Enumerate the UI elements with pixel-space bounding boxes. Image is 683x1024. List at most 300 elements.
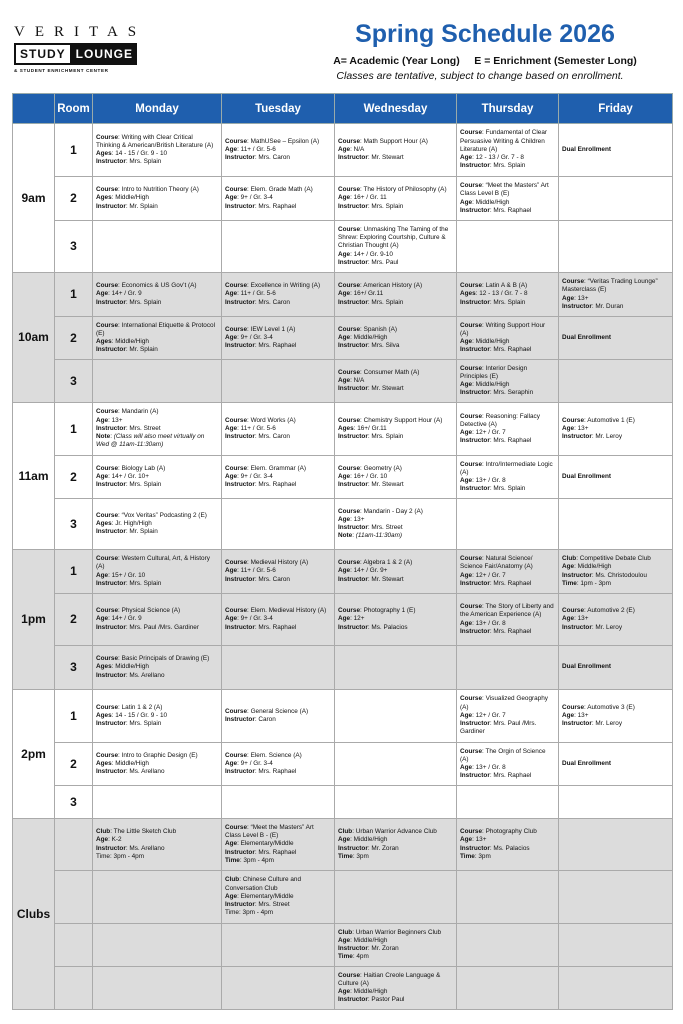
class-cell: [222, 786, 335, 819]
room-number: 3: [55, 221, 93, 273]
class-detail: Dual Enrollment: [562, 472, 612, 480]
class-detail: Course: Math Support Hour (A): [338, 137, 428, 145]
class-detail: Course: Fundamental of Clear Persuasive Writing & Children Literature (A): [460, 129, 548, 153]
class-detail: Age: 13+: [338, 515, 365, 523]
class-cell: [559, 317, 673, 360]
class-cell: [457, 871, 559, 924]
class-detail: Age: 16+ / Gr. 10: [338, 472, 388, 480]
class-detail: Course: Chemistry Support Hour (A): [338, 416, 443, 424]
column-header: Thursday: [457, 94, 559, 124]
class-detail: Course: Western Cultural, Art, & History (A): [96, 555, 210, 571]
class-cell: [457, 743, 559, 786]
class-detail: Course: Photography Club: [460, 828, 537, 836]
class-detail: Course: The History of Philosophy (A): [338, 186, 447, 194]
class-detail: Instructor: Mrs. Raphael: [225, 848, 297, 856]
class-detail: Dual Enrollment: [562, 333, 612, 341]
class-cell: [93, 499, 222, 550]
class-detail: Instructor: Mr. Splain: [96, 346, 158, 354]
class-detail: Time: 1pm - 3pm: [562, 579, 611, 587]
class-detail: Course: Intro to Graphic Design (E): [96, 751, 198, 759]
class-detail: Instructor: Mr. Stewart: [338, 385, 404, 393]
room-number: [55, 967, 93, 1010]
class-detail: Instructor: Mrs. Raphael: [225, 623, 297, 631]
class-cell: [559, 273, 673, 317]
class-detail: Age: K-2: [96, 836, 122, 844]
class-detail: Course: Geometry (A): [338, 464, 402, 472]
class-detail: Course: Word Works (A): [225, 416, 296, 424]
class-detail: Ages: Middle/High: [96, 663, 149, 671]
class-detail: Instructor: Mrs. Splain: [96, 298, 162, 306]
class-detail: Age: 16+/ Gr.11: [338, 290, 384, 298]
class-cell: [335, 967, 457, 1010]
class-cell: [559, 403, 673, 456]
schedule-row: [13, 871, 673, 924]
column-header: Friday: [559, 94, 673, 124]
class-cell: [93, 690, 222, 743]
class-detail: Age: Middle/High: [460, 338, 510, 345]
class-detail: Age: Middle/High: [460, 198, 510, 206]
schedule-row: [13, 456, 673, 499]
class-cell: [222, 924, 335, 967]
class-cell: [559, 871, 673, 924]
class-cell: [335, 317, 457, 360]
class-cell: [559, 690, 673, 743]
class-detail: Age: Middle/High: [338, 836, 388, 844]
class-detail: Instructor: Mrs. Raphael: [225, 342, 297, 350]
room-number: 2: [55, 177, 93, 221]
class-detail: Course: Basic Principals of Drawing (E): [96, 655, 210, 663]
class-cell: [222, 743, 335, 786]
class-detail: Instructor: Mrs. Paul: [338, 258, 399, 266]
class-cell: [335, 786, 457, 819]
class-cell: [457, 499, 559, 550]
class-detail: Course: International Etiquette & Protocol (E): [96, 321, 216, 337]
class-detail: Instructor: Mrs. Splain: [96, 481, 162, 489]
class-cell: [93, 273, 222, 317]
class-detail: Age: 14+ / Gr. 10+: [96, 472, 149, 480]
class-detail: Instructor: Ms. Arellano: [96, 768, 165, 776]
class-detail: Instructor: Ms. Arellano: [96, 671, 165, 679]
class-detail: Instructor: Mrs. Splain: [338, 298, 404, 306]
class-cell: [222, 221, 335, 273]
class-detail: Age: Middle/High: [338, 936, 388, 944]
schedule-row: [13, 967, 673, 1010]
class-cell: [457, 317, 559, 360]
class-detail: Instructor: Mrs. Caron: [225, 298, 290, 306]
class-detail: Age: Middle/High: [338, 333, 388, 341]
class-detail: Instructor: Mrs. Street: [225, 901, 290, 909]
class-cell: [559, 221, 673, 273]
class-detail: Course: “Meet the Masters” Art Class Level B (E): [460, 182, 549, 198]
class-detail: Instructor: Mrs. Raphael: [460, 627, 532, 635]
class-cell: [335, 360, 457, 403]
class-detail: Age: 9+ / Gr. 3-4: [225, 759, 273, 767]
class-detail: Course: Unmasking The Taming of the Shrew: Exploring Courtship, Culture & Christian Thought (A): [338, 225, 449, 250]
class-cell: [559, 819, 673, 871]
class-detail: Club: The Little Sketch Club: [96, 828, 177, 836]
class-cell: [93, 871, 222, 924]
class-detail: Course: Mandarin (A): [96, 408, 159, 416]
class-cell: [93, 317, 222, 360]
class-detail: Age: 14+ / Gr. 9-10: [338, 250, 393, 258]
class-detail: Instructor: Mrs. Splain: [96, 579, 162, 587]
class-cell: [457, 550, 559, 594]
class-cell: [559, 594, 673, 646]
class-cell: [93, 360, 222, 403]
class-cell: [457, 924, 559, 967]
class-detail: Time: 3pm: [338, 852, 369, 860]
class-detail: Course: Writing with Clear Critical Thinking & American/British Literature (A): [96, 133, 214, 149]
class-detail: Course: Medieval History (A): [225, 559, 309, 567]
class-cell: [457, 646, 559, 690]
time-slot-label: 2pm: [13, 690, 55, 819]
class-detail: Instructor: Mrs. Raphael: [460, 437, 532, 445]
class-cell: [222, 403, 335, 456]
class-cell: [222, 177, 335, 221]
class-detail: Age: 9+ / Gr. 3-4: [225, 194, 273, 202]
class-cell: [335, 177, 457, 221]
class-detail: Course: Economics & US Gov’t (A): [96, 282, 197, 290]
schedule-row: [13, 550, 673, 594]
page-title: Spring Schedule 2026: [355, 20, 615, 48]
class-detail: Instructor: Mrs. Paul /Mrs. Gardiner: [460, 720, 537, 736]
class-detail: Course: Interior Design Principles (E): [460, 364, 528, 380]
class-detail: Instructor: Mrs. Splain: [96, 158, 162, 166]
class-detail: Course: Elem. Science (A): [225, 751, 302, 759]
class-cell: [457, 124, 559, 177]
class-detail: Course: “Vox Veritas” Podcasting 2 (E): [96, 511, 207, 519]
class-cell: [93, 786, 222, 819]
class-detail: Age: 13+: [460, 836, 487, 844]
schedule-row: [13, 124, 673, 177]
room-number: 2: [55, 456, 93, 499]
class-detail: Instructor: Mrs. Raphael: [460, 346, 532, 354]
class-cell: [93, 743, 222, 786]
class-detail: Instructor: Mrs. Seraphin: [460, 389, 534, 397]
class-cell: [93, 924, 222, 967]
column-header: Tuesday: [222, 94, 335, 124]
class-detail: Dual Enrollment: [562, 759, 612, 767]
class-cell: [559, 499, 673, 550]
class-detail: Age: 13+: [562, 711, 589, 719]
class-cell: [457, 967, 559, 1010]
class-detail: Course: Automotive 3 (E): [562, 703, 635, 711]
class-detail: Dual Enrollment: [562, 663, 612, 671]
class-detail: Age: 9+ / Gr. 3-4: [225, 615, 273, 623]
class-detail: Age: Middle/High: [338, 988, 388, 995]
class-detail: Instructor: Mrs. Caron: [225, 433, 290, 441]
class-detail: Course: General Science (A): [225, 707, 309, 715]
class-detail: Instructor: Pastor Paul: [338, 996, 405, 1004]
class-detail: Course: Automotive 2 (E): [562, 607, 635, 615]
class-detail: Time: 3pm - 4pm: [225, 909, 274, 917]
class-cell: [335, 456, 457, 499]
class-detail: Instructor: Mrs. Raphael: [225, 768, 297, 776]
class-detail: Instructor: Mrs. Splain: [338, 433, 404, 441]
class-detail: Ages: Middle/High: [96, 759, 149, 767]
class-detail: Ages: 12 - 13 / Gr. 7 - 8: [460, 290, 528, 298]
class-detail: Club: Chinese Culture and Conversation Club: [225, 876, 302, 892]
class-detail: Age: N/A: [338, 376, 365, 384]
class-detail: Instructor: Ms. Christodoulou: [562, 571, 647, 579]
class-cell: [457, 594, 559, 646]
time-slot-label: 9am: [13, 124, 55, 273]
class-detail: Instructor: Mrs. Splain: [96, 720, 162, 728]
class-detail: Course: Automotive 1 (E): [562, 416, 635, 424]
class-cell: [559, 360, 673, 403]
room-number: [55, 819, 93, 871]
class-cell: [335, 273, 457, 317]
schedule-body: [13, 124, 673, 1010]
class-detail: Instructor: Mr. Leroy: [562, 433, 623, 441]
class-detail: Course: Elem. Grammar (A): [225, 464, 306, 472]
class-detail: Instructor: Mr. Leroy: [562, 623, 623, 631]
class-cell: [559, 967, 673, 1010]
class-detail: Age: 9+ / Gr. 3-4: [225, 333, 273, 341]
class-detail: Course: Writing Support Hour (A): [460, 321, 546, 337]
logo-study: STUDY: [14, 43, 72, 65]
class-cell: [559, 124, 673, 177]
class-detail: Instructor: Mrs. Raphael: [460, 772, 532, 780]
header-row: [13, 94, 673, 124]
schedule-row: [13, 594, 673, 646]
class-cell: [222, 819, 335, 871]
class-detail: Course: Intro to Nutrition Theory (A): [96, 186, 199, 194]
schedule-table: [12, 93, 673, 1010]
room-number: 1: [55, 403, 93, 456]
class-detail: Age: 13+ / Gr. 8: [460, 619, 506, 627]
class-detail: Time: 3pm: [460, 852, 491, 860]
class-detail: Course: Natural Science/ Science Fair/Anatomy (A): [460, 555, 533, 571]
class-cell: [335, 221, 457, 273]
class-detail: Course: The Story of Liberty and the American Experience (A): [460, 603, 554, 619]
class-detail: Course: Consumer Math (A): [338, 368, 420, 376]
class-detail: Course: American History (A): [338, 282, 423, 290]
schedule-row: [13, 690, 673, 743]
class-detail: Ages: Middle/High: [96, 194, 149, 202]
class-cell: [559, 743, 673, 786]
schedule-row: [13, 221, 673, 273]
class-cell: [559, 646, 673, 690]
room-number: 1: [55, 124, 93, 177]
class-detail: Ages: Middle/High: [96, 338, 149, 345]
class-detail: Age: Middle/High: [460, 381, 510, 388]
class-detail: Age: 13+: [562, 615, 589, 623]
logo: [14, 24, 149, 73]
class-detail: Age: 16+ / Gr. 11: [338, 194, 387, 202]
class-detail: Course: IEW Level 1 (A): [225, 325, 296, 333]
class-detail: Age: 12+ / Gr. 7: [460, 429, 506, 436]
class-cell: [222, 690, 335, 743]
class-detail: Course: Latin 1 & 2 (A): [96, 703, 163, 711]
schedule-row: [13, 403, 673, 456]
room-number: 2: [55, 743, 93, 786]
class-detail: Age: 12+ / Gr. 7: [460, 711, 506, 719]
class-detail: Club: Competitive Debate Club: [562, 555, 651, 563]
class-cell: [93, 456, 222, 499]
class-cell: [457, 690, 559, 743]
class-cell: [457, 403, 559, 456]
class-detail: Instructor: Caron: [225, 716, 276, 723]
class-detail: Ages: 14 - 15 / Gr. 9 - 10: [96, 711, 168, 719]
class-detail: Ages: Jr. High/High: [96, 519, 152, 527]
class-detail: Instructor: Mr. Splain: [96, 202, 158, 210]
class-detail: Instructor: Mr. Splain: [96, 528, 158, 536]
class-cell: [222, 273, 335, 317]
class-detail: Age: N/A: [338, 145, 365, 153]
class-cell: [222, 646, 335, 690]
class-cell: [335, 690, 457, 743]
class-detail: Course: Intro/Intermediate Logic (A): [460, 460, 553, 476]
class-detail: Instructor: Mrs. Raphael: [460, 579, 532, 587]
room-number: 3: [55, 646, 93, 690]
time-slot-label: Clubs: [13, 819, 55, 1010]
class-detail: Course: Visualized Geography (A): [460, 695, 548, 711]
class-detail: Instructor: Mrs. Street: [338, 524, 403, 531]
schedule-row: [13, 177, 673, 221]
class-cell: [457, 786, 559, 819]
logo-box: [14, 43, 149, 65]
class-detail: Instructor: Mrs. Caron: [225, 575, 290, 583]
class-cell: [335, 594, 457, 646]
class-cell: [93, 177, 222, 221]
room-number: 1: [55, 690, 93, 743]
class-detail: Age: 14+ / Gr. 9+: [338, 567, 388, 575]
class-cell: [93, 819, 222, 871]
class-detail: Course: Reasoning: Fallacy Detective (A): [460, 412, 540, 428]
class-detail: Instructor: Mr. Stewart: [338, 575, 404, 583]
class-cell: [93, 594, 222, 646]
class-detail: Age: 15+ / Gr. 10: [96, 571, 146, 579]
class-cell: [335, 646, 457, 690]
room-number: 2: [55, 594, 93, 646]
class-cell: [93, 967, 222, 1010]
class-detail: Instructor: Mr. Zoran: [338, 844, 399, 852]
class-detail: Instructor: Mrs. Raphael: [225, 202, 297, 210]
class-detail: Instructor: Mrs. Splain: [460, 298, 526, 306]
class-detail: Instructor: Mr. Zoran: [338, 945, 399, 952]
room-number: 1: [55, 550, 93, 594]
legend: A= Academic (Year Long) E = Enrichment (Semester Long): [333, 55, 637, 67]
class-cell: [222, 499, 335, 550]
schedule-row: [13, 819, 673, 871]
class-cell: [559, 177, 673, 221]
class-detail: Instructor: Ms. Palacios: [460, 844, 530, 852]
class-cell: [335, 550, 457, 594]
class-detail: Age: 11+ / Gr. 5-6: [225, 145, 276, 153]
class-detail: Time: 3pm - 4pm: [225, 856, 274, 864]
class-cell: [457, 819, 559, 871]
column-header: Room: [55, 94, 93, 124]
class-detail: Instructor: Mrs. Paul /Mrs. Gardiner: [96, 623, 199, 631]
class-cell: [335, 124, 457, 177]
class-detail: Course: The Orgin of Science (A): [460, 747, 546, 763]
class-cell: [222, 124, 335, 177]
schedule-row: [13, 317, 673, 360]
class-detail: Instructor: Mrs. Street: [96, 424, 161, 432]
class-cell: [457, 456, 559, 499]
class-cell: [222, 360, 335, 403]
class-detail: Age: 9+ / Gr. 3-4: [225, 472, 273, 480]
class-cell: [559, 456, 673, 499]
class-detail: Ages: 16+/ Gr.11: [338, 424, 387, 432]
room-number: 2: [55, 317, 93, 360]
class-detail: Course: Latin A & B (A): [460, 282, 528, 290]
class-detail: Time: 4pm: [338, 953, 369, 961]
class-cell: [222, 594, 335, 646]
logo-veritas: VERITAS: [14, 24, 147, 40]
class-cell: [457, 273, 559, 317]
time-slot-label: 11am: [13, 403, 55, 550]
class-detail: Instructor: Mrs. Splain: [460, 485, 526, 493]
logo-subtitle: & STUDENT ENRICHMENT CENTER: [14, 68, 109, 73]
class-detail: Age: 12+: [338, 615, 365, 623]
class-detail: Age: 13+: [562, 294, 589, 302]
class-cell: [93, 221, 222, 273]
class-detail: Age: 11+ / Gr. 5-6: [225, 290, 276, 298]
room-number: [55, 871, 93, 924]
schedule-row: [13, 360, 673, 403]
class-detail: Age: 12+ / Gr. 7: [460, 571, 506, 579]
class-cell: [559, 924, 673, 967]
class-detail: Instructor: Mr. Stewart: [338, 481, 404, 489]
class-cell: [457, 360, 559, 403]
class-detail: Course: Mandarin - Day 2 (A): [338, 507, 423, 515]
class-detail: Instructor: Mr. Stewart: [338, 154, 404, 162]
class-detail: Instructor: Ms. Palacios: [338, 623, 408, 631]
class-detail: Course: Elem. Grade Math (A): [225, 186, 313, 194]
class-detail: Age: Middle/High: [562, 563, 612, 571]
class-detail: Age: Elementary/Middle: [225, 840, 294, 848]
class-detail: Instructor: Mrs. Raphael: [225, 481, 297, 489]
class-detail: Age: 13+ / Gr. 8: [460, 477, 506, 484]
class-detail: Instructor: Mrs. Raphael: [460, 206, 532, 214]
class-detail: Age: 11+ / Gr. 5-6: [225, 424, 276, 432]
class-cell: [335, 403, 457, 456]
class-cell: [93, 646, 222, 690]
class-detail: Instructor: Mrs. Splain: [338, 202, 404, 210]
class-cell: [335, 871, 457, 924]
class-detail: Instructor: Ms. Arellano: [96, 844, 165, 852]
time-slot-label: 1pm: [13, 550, 55, 690]
class-cell: [457, 221, 559, 273]
class-cell: [222, 550, 335, 594]
class-detail: Course: MathUSee – Epsilon (A): [225, 137, 320, 145]
class-detail: Club: Urban Warrior Advance Club: [338, 828, 437, 836]
schedule-row: [13, 499, 673, 550]
class-detail: Course: Photography 1 (E): [338, 607, 416, 615]
class-detail: Ages: 14 - 15 / Gr. 9 - 10: [96, 150, 168, 157]
column-header: Wednesday: [335, 94, 457, 124]
class-detail: Dual Enrollment: [562, 145, 612, 153]
class-detail: Club: Urban Warrior Beginners Club: [338, 928, 442, 936]
class-detail: Age: 14+ / Gr. 9: [96, 615, 142, 623]
class-detail: Course: Haitian Creole Language & Culture (A): [338, 971, 441, 987]
class-detail: Course: Spanish (A): [338, 325, 397, 333]
class-cell: [222, 317, 335, 360]
room-number: 3: [55, 360, 93, 403]
class-detail: Age: 13+: [562, 424, 589, 432]
room-number: 1: [55, 273, 93, 317]
class-detail: Course: Physical Science (A): [96, 607, 181, 615]
schedule-row: [13, 743, 673, 786]
class-cell: [457, 177, 559, 221]
class-detail: Age: 11+ / Gr. 5-6: [225, 567, 276, 575]
class-detail: Note: (Class will also meet virtually on Wed @ 11am-11:30am): [96, 433, 205, 449]
class-cell: [93, 550, 222, 594]
class-detail: Course: “Meet the Masters” Art Class Level B - (E): [225, 823, 314, 840]
class-detail: Time: 3pm - 4pm: [96, 852, 145, 860]
